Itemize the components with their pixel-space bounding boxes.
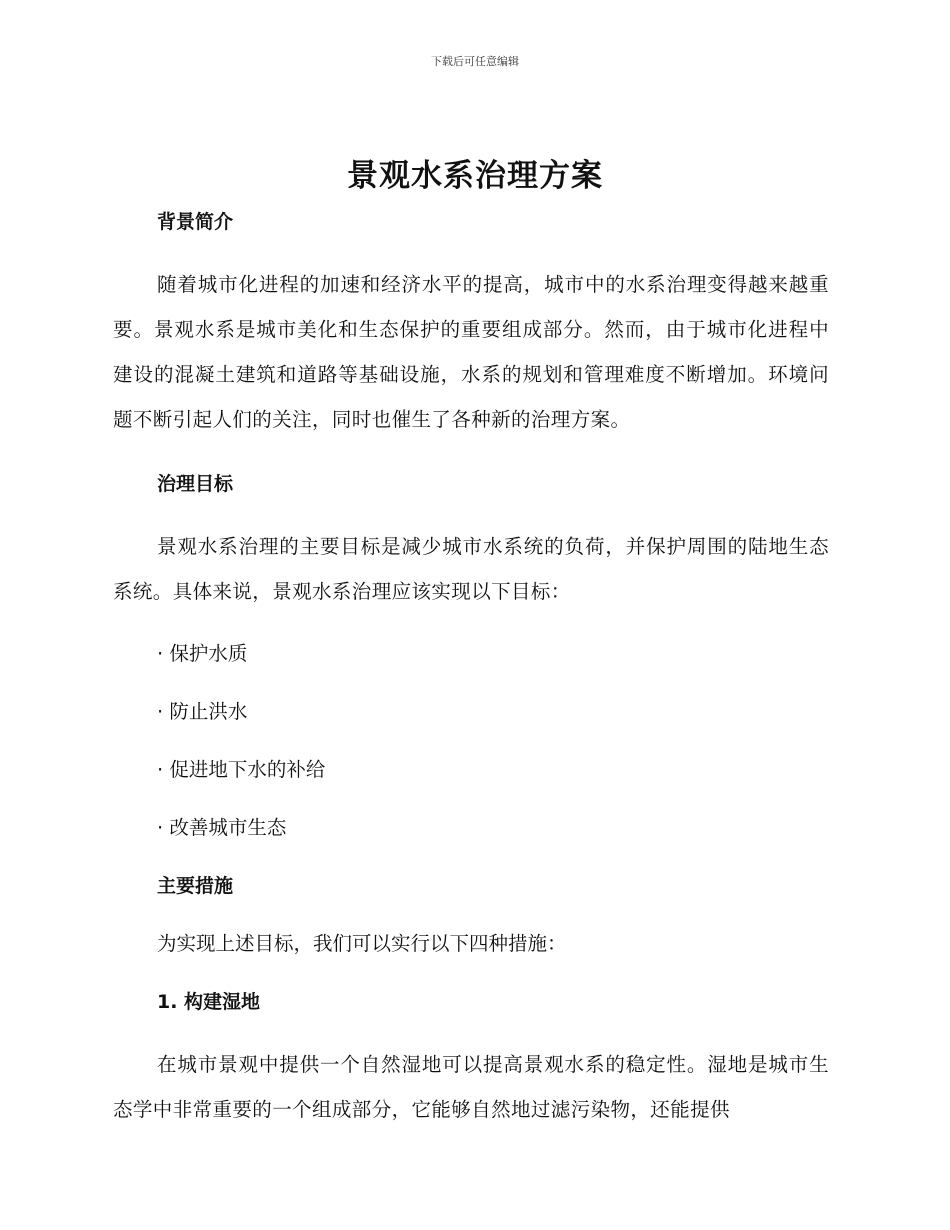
subsection-heading-wetland: 1. 构建湿地 (157, 991, 261, 1013)
list-item: · 改善城市生态 (157, 816, 287, 839)
header-note: 下载后可任意编辑 (431, 55, 519, 68)
section-heading-goals: 治理目标 (157, 473, 234, 495)
list-item: · 保护水质 (157, 642, 248, 665)
section-heading-background: 背景简介 (157, 211, 234, 233)
measures-intro: 为实现上述目标，我们可以实行以下四种措施： (157, 932, 567, 955)
document-title: 景观水系治理方案 (347, 158, 603, 194)
section-heading-measures: 主要措施 (157, 875, 234, 897)
goals-paragraph: 景观水系治理的主要目标是减少城市水系统的负荷，并保护周围的陆地生态系统。具体来说，景观水系治理应该实现以下目标： (113, 535, 829, 603)
goals-bullet-list (113, 638, 829, 844)
document-body (113, 206, 829, 1132)
list-item: · 防止洪水 (157, 700, 248, 723)
wetland-paragraph: 在城市景观中提供一个自然湿地可以提高景观水系的稳定性。湿地是城市生态学中非常重要的一个组成部分，它能够自然地过滤污染物，还能提供 (113, 1053, 829, 1121)
list-item: · 促进地下水的补给 (157, 758, 326, 781)
background-paragraph: 随着城市化进程的加速和经济水平的提高，城市中的水系治理变得越来越重要。景观水系是城市美化和生态保护的重要组成部分。然而，由于城市化进程中建设的混凝土建筑和道路等基础设施，水系的规划和管理难度不断增加。环境问题不断引起人们的关注，同时也催生了各种新的治理方案。 (113, 273, 829, 431)
